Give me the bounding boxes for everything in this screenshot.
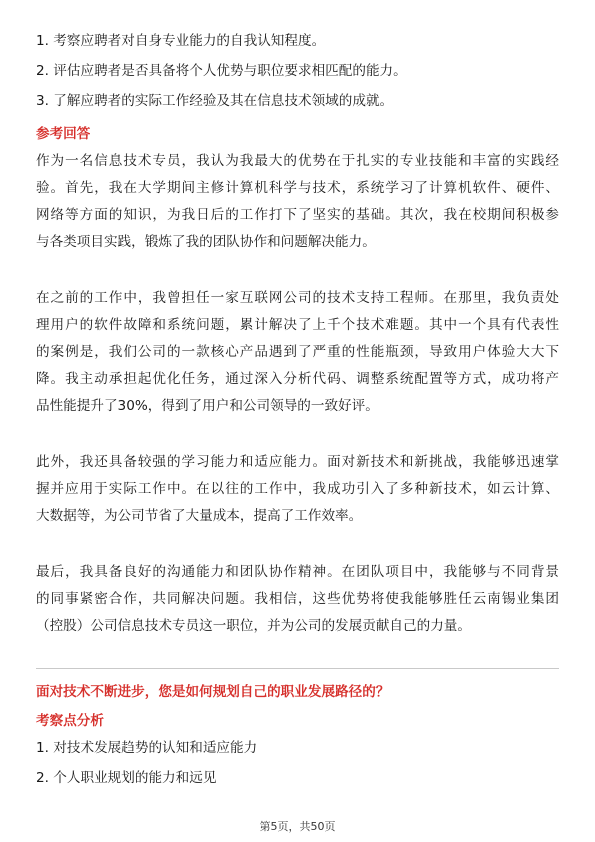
paragraph-line: 网络等方面的知识，为我日后的工作打下了坚实的基础。其次，我在校期间积极参: [36, 207, 559, 223]
analysis-heading: 考察点分析: [36, 713, 104, 729]
paragraph-line: 在之前的工作中，我曾担任一家互联网公司的技术支持工程师。在那里，我负责处: [36, 290, 559, 306]
list-item: 1. 对技术发展趋势的认知和适应能力: [36, 740, 258, 756]
paragraph-line: 最后，我具备良好的沟通能力和团队协作精神。在团队项目中，我能够与不同背景: [36, 564, 559, 580]
page-number: 第5页，共50页: [259, 820, 336, 833]
list-item: 2. 评估应聘者是否具备将个人优势与职位要求相匹配的能力。: [36, 63, 407, 79]
reference-answer-heading: 参考回答: [36, 126, 91, 142]
list-item: 1. 考察应聘者对自身专业能力的自我认知程度。: [36, 33, 326, 49]
paragraph-line: 的同事紧密合作，共同解决问题。我相信，这些优势将使我能够胜任云南锡业集团: [36, 591, 559, 607]
paragraph-line: 理用户的软件故障和系统问题，累计解决了上千个技术难题。其中一个具有代表性: [36, 317, 559, 333]
paragraph-line: 验。首先，我在大学期间主修计算机科学与技术，系统学习了计算机软件、硬件、: [36, 180, 559, 196]
list-item: 3. 了解应聘者的实际工作经验及其在信息技术领域的成就。: [36, 93, 394, 109]
paragraph-line: 品性能提升了30%，得到了用户和公司领导的一致好评。: [36, 398, 379, 414]
paragraph-line: 降。我主动承担起优化任务，通过深入分析代码、调整系统配置等方式，成功将产: [36, 371, 559, 387]
paragraph-line: 大数据等，为公司节省了大量成本，提高了工作效率。: [36, 508, 363, 524]
paragraph-line: （控股）公司信息技术专员这一职位，并为公司的发展贡献自己的力量。: [36, 618, 471, 634]
list-item: 2. 个人职业规划的能力和远见: [36, 770, 217, 786]
paragraph-line: 握并应用于实际工作中。在以往的工作中，我成功引入了多种新技术，如云计算、: [36, 481, 559, 497]
paragraph-line: 此外，我还具备较强的学习能力和适应能力。面对新技术和新挑战，我能够迅速掌: [36, 454, 559, 470]
paragraph-line: 的案例是，我们公司的一款核心产品遇到了严重的性能瓶颈，导致用户体验大大下: [36, 344, 559, 360]
paragraph-line: 与各类项目实践，锻炼了我的团队协作和问题解决能力。: [36, 234, 376, 250]
section-divider: [36, 668, 559, 669]
question-heading: 面对技术不断进步，您是如何规划自己的职业发展路径的？: [36, 684, 390, 700]
paragraph-line: 作为一名信息技术专员，我认为我最大的优势在于扎实的专业技能和丰富的实践经: [36, 153, 559, 169]
